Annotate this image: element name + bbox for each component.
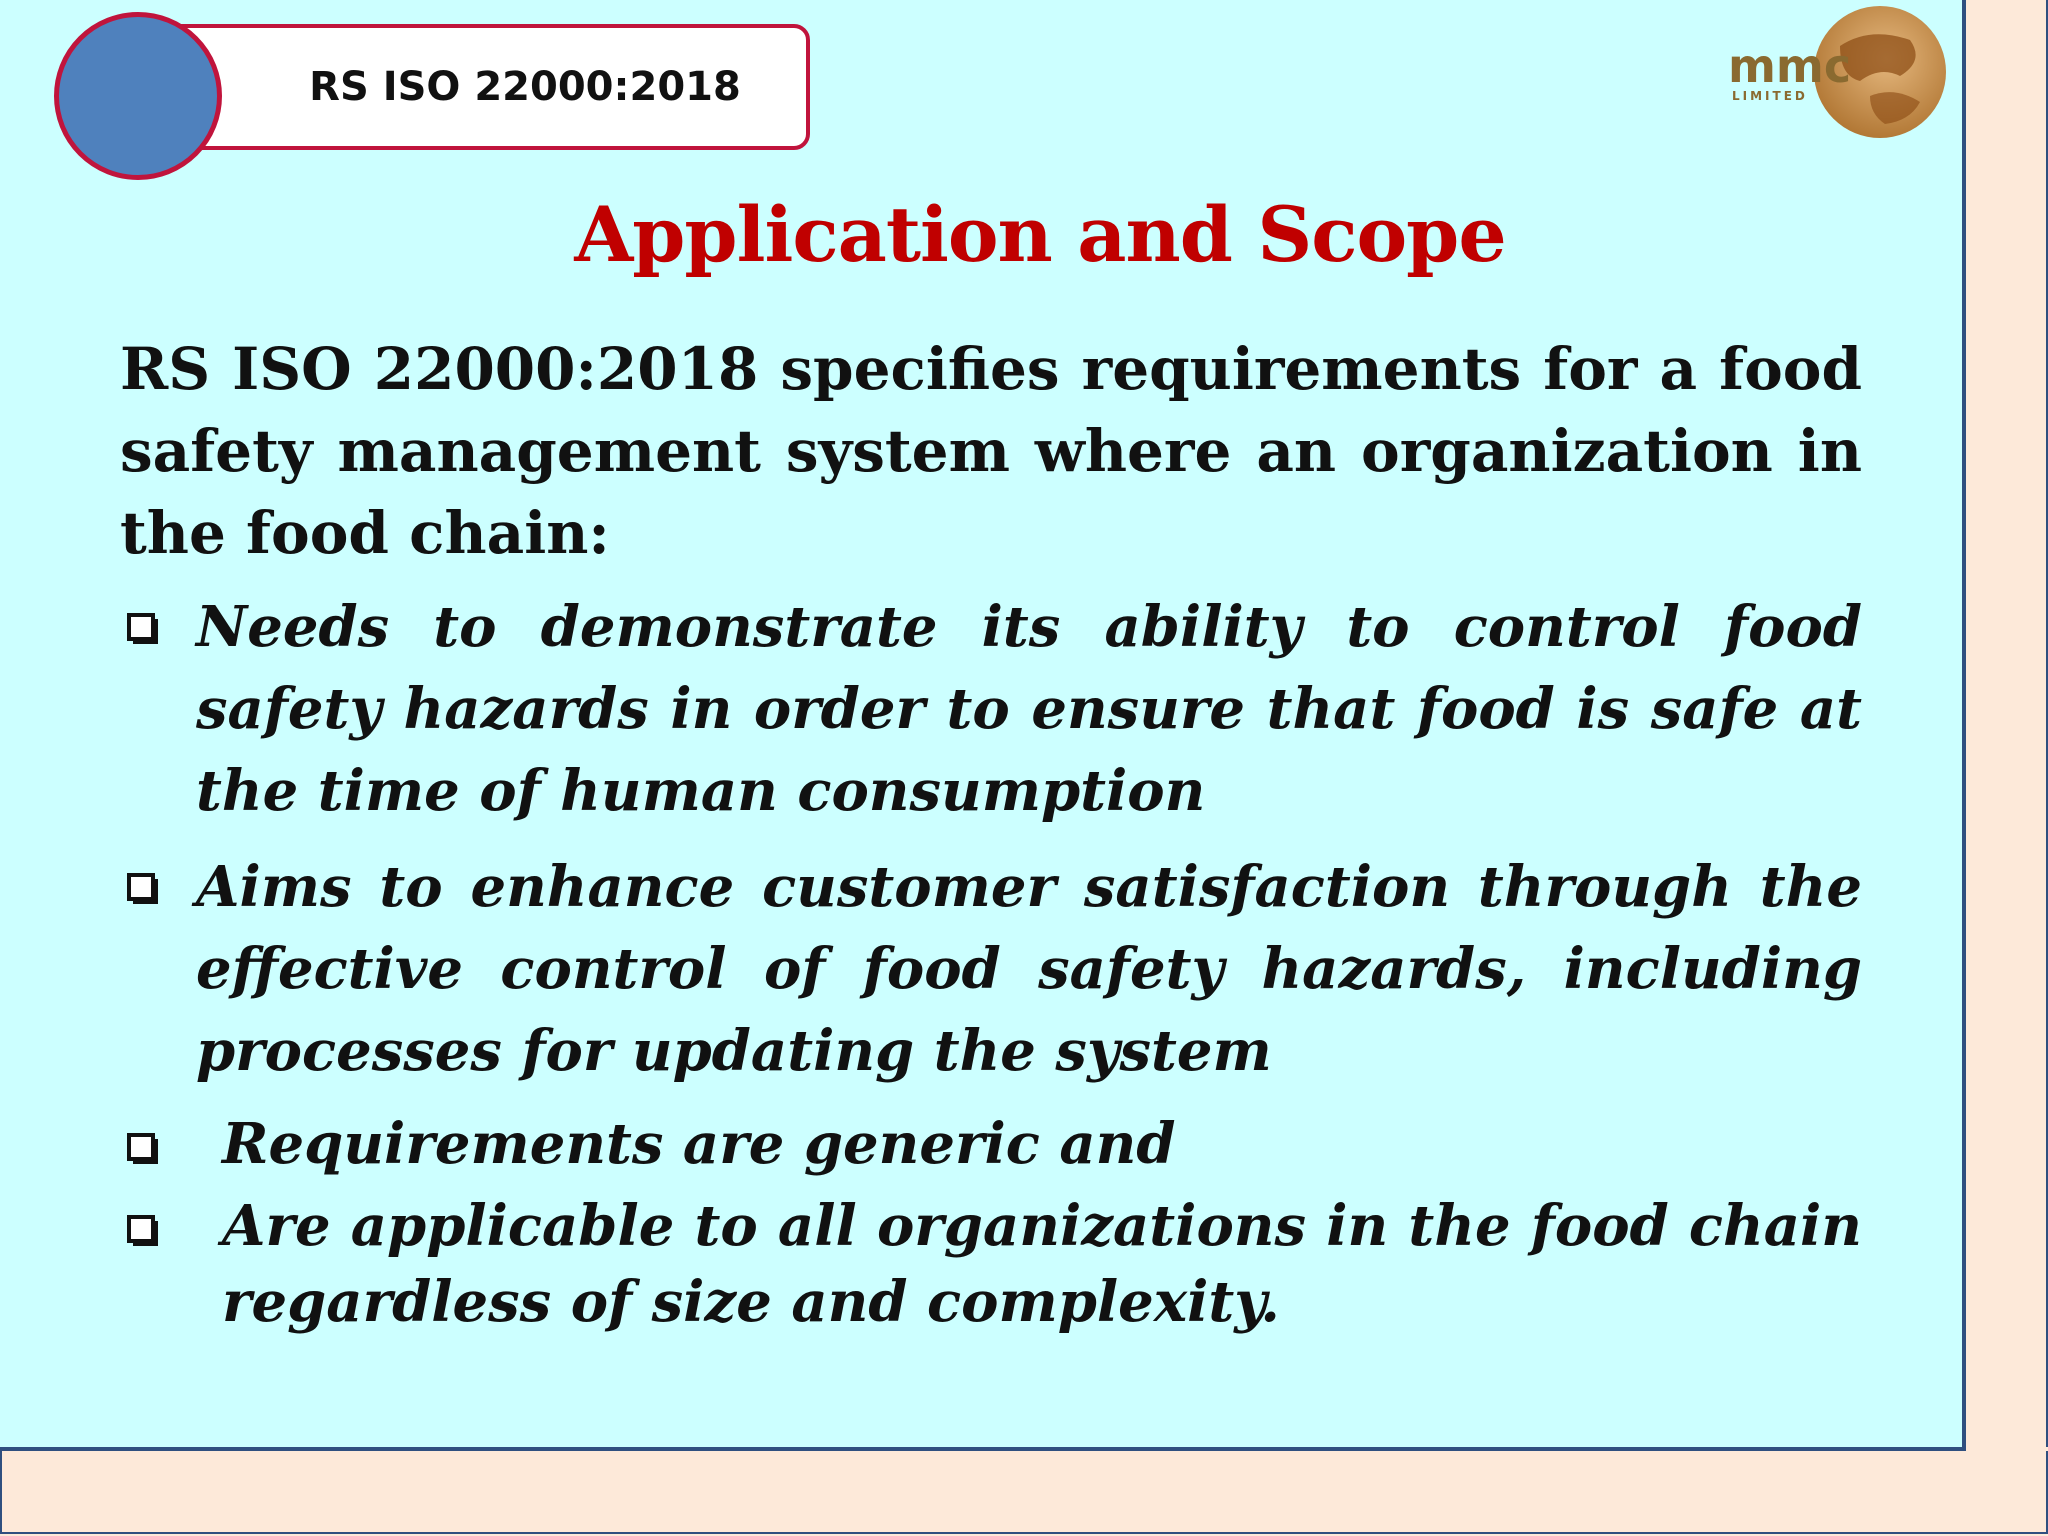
- globe-logo-icon: [1720, 6, 1960, 146]
- bullet-text: Aims to enhance customer satisfaction through the effective control of food safety hazards, including processes for updating the system: [196, 854, 1862, 1084]
- bullet-text: Requirements are generic and: [222, 1111, 1176, 1177]
- bullet-list: [120, 586, 1862, 1346]
- slide-title: Application and Scope: [574, 190, 1506, 279]
- logo-text: mmc: [1728, 39, 1852, 93]
- logo-subtext: LIMITED: [1732, 89, 1808, 103]
- bullet-text: Are applicable to all organizations in the food chain regardless of size and complexity.: [222, 1193, 1862, 1335]
- checkbox-bullet-icon: [126, 612, 160, 646]
- checkbox-bullet-icon: [126, 1214, 160, 1248]
- list-item: [120, 586, 1862, 832]
- list-item: [120, 846, 1862, 1092]
- bullet-text: Needs to demonstrate its ability to control food safety hazards in order to ensure that food is safe at the time of human consumption: [196, 594, 1862, 824]
- header-banner: [140, 24, 810, 150]
- intro-paragraph: RS ISO 22000:2018 specifies requirements for a food safety management system where an organization in the food chain:: [120, 335, 1862, 567]
- checkbox-bullet-icon: [126, 1132, 160, 1166]
- header-label: RS ISO 22000:2018: [309, 64, 741, 110]
- list-item: [120, 1188, 1862, 1340]
- list-item: [120, 1106, 1862, 1182]
- checkbox-bullet-icon: [126, 872, 160, 906]
- header-circle-badge: [54, 12, 222, 180]
- bottom-border-strip: [0, 1451, 2048, 1534]
